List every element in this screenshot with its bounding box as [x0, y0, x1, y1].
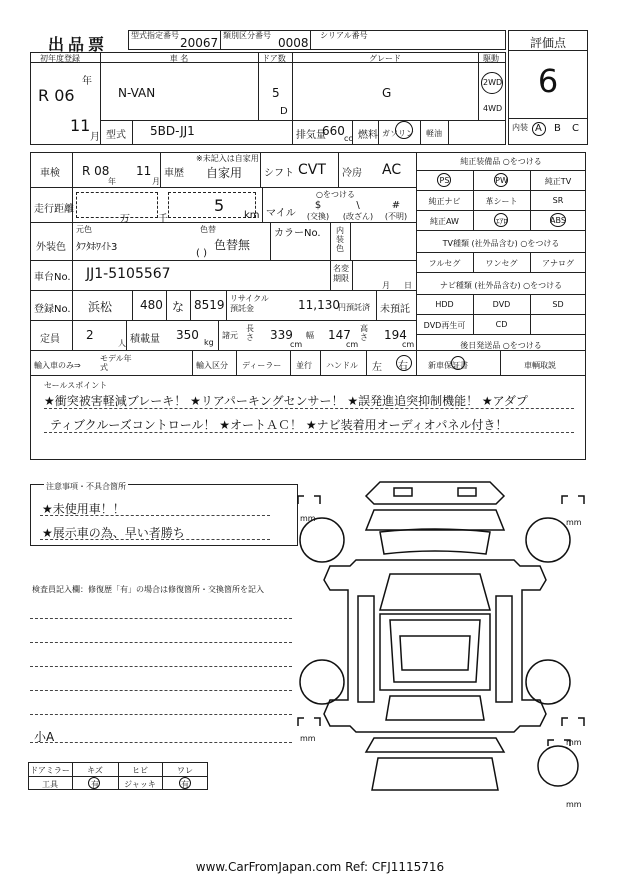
opt-unknown: (不明): [384, 212, 408, 221]
load-value: 350: [176, 328, 199, 342]
shaken-month-unit: 月: [152, 177, 160, 186]
use-note: ※未記入は自家用: [196, 154, 259, 163]
sales-label: セールスポイント: [44, 381, 108, 390]
chassis-label: 車台No.: [34, 272, 71, 283]
grade-label: グレード: [369, 54, 401, 63]
wid-value: 147: [328, 328, 351, 342]
parts-h3: ワレ: [177, 766, 193, 775]
name-change-label: 名変期限: [333, 264, 349, 283]
capacity-label: 定員: [40, 334, 60, 345]
ac-label: 冷房: [342, 168, 362, 179]
drive-4wd: 4WD: [483, 104, 503, 113]
hgt-label: 高さ: [360, 324, 368, 342]
navi-label: ナビ種類 (社外品含む) ○をつける: [439, 281, 563, 290]
color-changed-label: 色替: [200, 225, 216, 234]
inspector-label: 検査員記入欄：修復歴「有」の場合は修復箇所・交換箇所を記入: [32, 585, 264, 594]
orig-color: ﾀﾌﾀﾎﾜｲﾄ3: [76, 242, 118, 253]
eq-aero: ｴｱﾛ: [495, 217, 508, 226]
notes-line1: ★未使用車！！: [42, 502, 125, 516]
model-value: 5BD-JJ1: [150, 124, 195, 138]
mm-rr: mm: [566, 738, 582, 747]
ac-value: AC: [382, 162, 402, 178]
car-damage-diagram: [290, 470, 590, 820]
color-paren: ( ): [196, 248, 207, 259]
doors-suffix: D: [280, 106, 288, 117]
interior-a: A: [535, 123, 542, 134]
reg-kana: な: [172, 300, 185, 314]
score-value: 6: [537, 62, 559, 100]
year-unit: 年: [82, 76, 92, 87]
displacement-value: 660: [322, 124, 345, 138]
model-year-label: モデル年式: [100, 354, 132, 372]
reg-label: 登録No.: [34, 304, 71, 315]
reg-area: 浜松: [88, 300, 113, 314]
type-no: 20067: [180, 36, 219, 50]
eq-abs: ABS: [550, 216, 566, 225]
navi-dvdplay: DVD再生可: [423, 321, 466, 330]
fuel-label: 燃料: [358, 130, 378, 141]
mileage-value: 5: [214, 196, 225, 215]
drive-label: 駆動: [483, 54, 499, 63]
type-no-label: 型式指定番号: [131, 31, 179, 40]
parts-h1: キズ: [87, 766, 103, 775]
recycle-unpaid: 未預託: [380, 304, 410, 315]
interior-c: C: [572, 123, 579, 134]
len-unit: cm: [290, 340, 303, 349]
new-cert: 新車保証書: [428, 361, 468, 370]
shaken-year-unit: 年: [108, 177, 116, 186]
import-label: 輸入車のみ⇒: [34, 361, 81, 370]
mm-rl: mm: [300, 734, 316, 743]
reg-num: 8519: [194, 298, 225, 312]
parallel: 並行: [296, 361, 312, 370]
score-label: 評価点: [529, 36, 566, 50]
eq-leather: 革シート: [485, 197, 518, 206]
handle-left: 左: [372, 362, 382, 373]
recycle-suffix: 円預託済: [338, 303, 370, 312]
eq-navi: 純正ナビ: [428, 197, 461, 206]
tv-full: フルセグ: [428, 259, 461, 268]
shaken-month: 11: [136, 164, 152, 178]
opt-unknown-mark: #: [391, 200, 401, 211]
month-unit: 月: [90, 132, 100, 143]
eq-pw: PW: [495, 176, 508, 185]
eq-airbag: PS: [439, 176, 450, 185]
mm-fr: mm: [566, 518, 582, 527]
color-changed: 色替無: [214, 238, 251, 252]
interior-color-label: 内装色: [336, 226, 344, 253]
eq-sr: SR: [552, 196, 564, 205]
reg-class: 480: [140, 298, 163, 312]
shift-value: CVT: [298, 162, 326, 178]
tv-label: TV種類 (社外品含む) ○をつける: [442, 239, 560, 248]
interior-label: 内装: [512, 123, 528, 132]
sen-unit: 千: [158, 214, 168, 225]
first-reg-era: R 06: [38, 86, 75, 105]
len-value: 339: [270, 328, 293, 342]
vehicle-name: N-VAN: [118, 86, 156, 100]
grade-value: G: [382, 86, 392, 100]
recycle-value: 11,130: [298, 298, 340, 312]
fuel-diesel: 軽油: [426, 129, 442, 138]
manual: 車輌取説: [524, 361, 556, 370]
len-label: 長さ: [246, 324, 254, 342]
drive-2wd: 2WD: [483, 78, 503, 87]
footer-ref: www.CarFromJapan.com Ref: CFJ1115716: [195, 860, 445, 874]
use-label: 車歴: [164, 168, 184, 179]
tv-analog: アナログ: [542, 259, 574, 268]
doors-value: 5: [272, 86, 280, 100]
tv-one: ワンセグ: [485, 259, 518, 268]
handle-label: ハンドル: [326, 361, 358, 370]
opt-tamper: (改ざん): [342, 212, 374, 221]
nc-day: 日: [404, 281, 412, 290]
color-no-label: カラーNo.: [274, 228, 321, 239]
wid-unit: cm: [346, 340, 359, 349]
navi-cd: CD: [495, 320, 508, 329]
first-reg-label: 初年度登録: [40, 54, 80, 63]
interior-b: B: [554, 123, 561, 134]
genuine-label: 純正装備品 ○をつける: [460, 157, 542, 166]
inspector-mark: 小A: [34, 730, 55, 744]
navi-sd: SD: [552, 300, 564, 309]
nc-month: 月: [382, 281, 390, 290]
hgt-unit: cm: [402, 340, 415, 349]
parts-jack: ジャッキ: [124, 780, 156, 789]
cc-unit: cc: [344, 134, 353, 143]
eq-aw: 純正AW: [430, 217, 459, 226]
recycle-label: リサイクル預託金: [230, 294, 269, 313]
mileage-label: 走行距離: [34, 204, 74, 215]
navi-hdd: HDD: [435, 300, 454, 309]
parts-jack-val: 有: [181, 780, 189, 789]
sales-line2: ティブクルーズコントロール！ ★オートＡＣ！ ★ナビ装着用オーディオパネル付き！: [50, 418, 508, 432]
wid-label: 幅: [306, 331, 314, 340]
serial-label: シリアル番号: [320, 31, 368, 40]
shaken-era: R 08: [82, 164, 110, 178]
notes-line2: ★展示車の為、早い者勝ち: [42, 526, 185, 540]
rear-label: 後日発送品 ○をつける: [460, 341, 542, 350]
parts-h0: ドアミラー: [30, 766, 70, 775]
import-class-label: 輸入区分: [196, 361, 228, 370]
mm-spare: mm: [566, 800, 582, 809]
opt-tamper-mark: \: [356, 200, 360, 211]
capacity-unit: 人: [118, 339, 126, 348]
fuel-gas: ガソリン: [382, 129, 414, 138]
orig-color-label: 元色: [76, 225, 92, 234]
chassis-value: JJ1-5105567: [86, 266, 171, 282]
opt-exchange: (交換): [306, 212, 330, 221]
color-label: 外装色: [36, 242, 66, 253]
parts-tools-val: 有: [91, 780, 99, 789]
shift-label: シフト: [264, 168, 294, 179]
km-unit: km: [244, 210, 260, 221]
sales-line1: ★衝突被害軽減ブレーキ！ ★リアパーキングセンサー！ ★誤発進追突抑制機能！ ★アダプ: [44, 394, 528, 408]
cat-no-label: 類別区分番号: [223, 31, 271, 40]
load-label: 積載量: [130, 334, 160, 345]
mileage-note: ○をつける: [316, 190, 355, 199]
parts-h2: ヒビ: [132, 766, 148, 775]
model-label: 型式: [106, 130, 126, 141]
doors-label: ドア数: [262, 54, 286, 63]
mile-label: マイル: [266, 208, 296, 219]
cat-no: 0008: [278, 36, 309, 50]
eq-tv: 純正TV: [544, 177, 572, 186]
dims-label: 諸元: [222, 331, 238, 340]
displacement-label: 排気量: [296, 130, 326, 141]
dealer: ディーラー: [242, 361, 282, 370]
navi-dvd: DVD: [492, 300, 511, 309]
hgt-value: 194: [384, 328, 407, 342]
first-reg-month: 11: [70, 116, 91, 135]
form-title: 出品票: [48, 35, 109, 54]
load-unit: kg: [204, 338, 214, 347]
parts-tools: 工具: [42, 780, 58, 789]
handle-right: 右: [398, 361, 408, 372]
opt-exchange-mark: $: [314, 200, 322, 211]
name-label: 車 名: [169, 54, 189, 63]
mm-fl: mm: [300, 514, 316, 523]
notes-label: 注意事項・不具合箇所: [46, 482, 126, 491]
capacity-value: 2: [86, 328, 94, 342]
use-value: 自家用: [206, 166, 243, 180]
man-unit: 万: [120, 214, 130, 225]
shaken-label: 車検: [40, 168, 60, 179]
